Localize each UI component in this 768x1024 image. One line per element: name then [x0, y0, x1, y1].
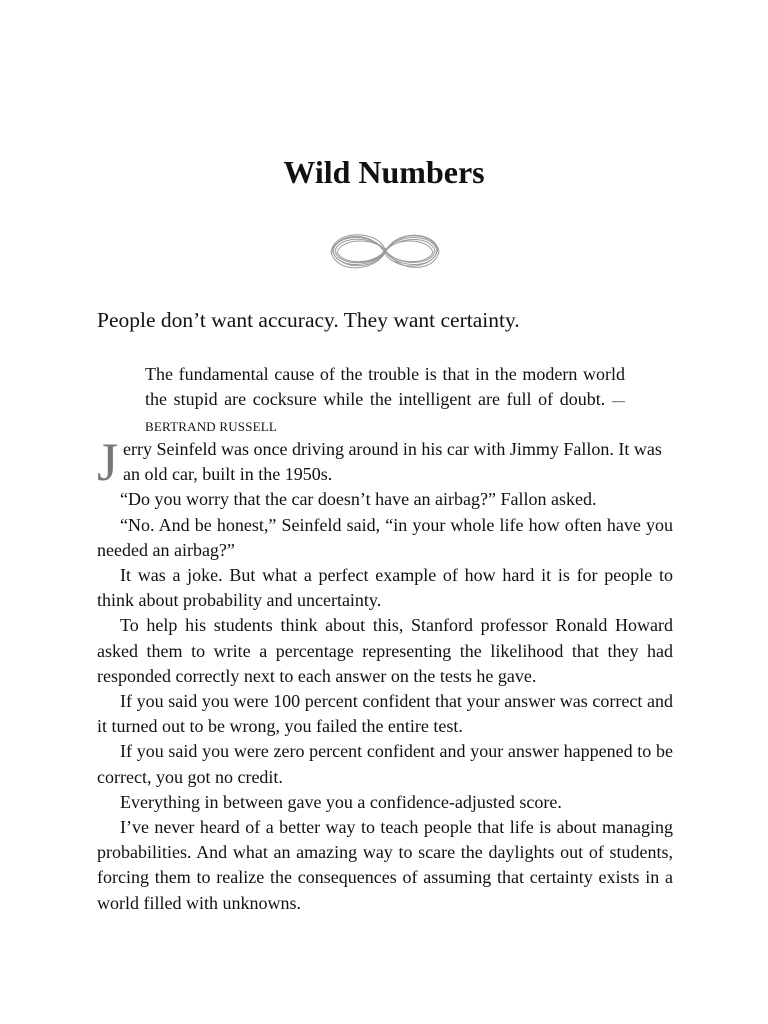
paragraph: It was a joke. But what a perfect example of how hard it is for people to think about probability and uncertainty.: [97, 565, 673, 611]
paragraph: If you said you were 100 percent confident that your answer was correct and it turned out to be wrong, you failed the entire test.: [97, 691, 673, 737]
paragraph: If you said you were zero percent confident and your answer happened to be correct, you got no credit.: [97, 741, 673, 787]
opening-paragraph-text: erry Seinfeld was once driving around in his car with Jimmy Fallon. It was an old car, built in the 1950s.: [123, 439, 662, 485]
drop-cap: J: [97, 432, 119, 492]
epigraph: [145, 362, 625, 439]
infinity-scribble-icon: [327, 226, 443, 276]
paragraph: Everything in between gave you a confidence-adjusted score.: [120, 791, 562, 812]
chapter-subtitle: People don’t want accuracy. They want certainty.: [97, 308, 520, 332]
chapter-body: [97, 432, 673, 916]
paragraph: “Do you worry that the car doesn’t have an airbag?” Fallon asked.: [120, 489, 597, 510]
paragraph: I’ve never heard of a better way to teach people that life is about managing probabilities. And what an amazing way to scare the daylights out of students, forcing them to realize the consequences of assuming that certainty exists in a world filled with unknowns.: [97, 817, 673, 913]
chapter-title: Wild Numbers: [283, 154, 485, 190]
paragraph: “No. And be honest,” Seinfeld said, “in your whole life how often have you needed an airbag?”: [97, 514, 673, 560]
epigraph-attribution: —BERTRAND RUSSELL: [145, 393, 626, 434]
paragraph: To help his students think about this, Stanford professor Ronald Howard asked them to write a percentage representing the likelihood that they had responded correctly next to each answer on the tests he gave.: [97, 615, 673, 686]
opening-paragraph: [97, 432, 673, 492]
epigraph-quote: The fundamental cause of the trouble is that in the modern world the stupid are cocksure while the intelligent are full of doubt.: [145, 364, 625, 409]
